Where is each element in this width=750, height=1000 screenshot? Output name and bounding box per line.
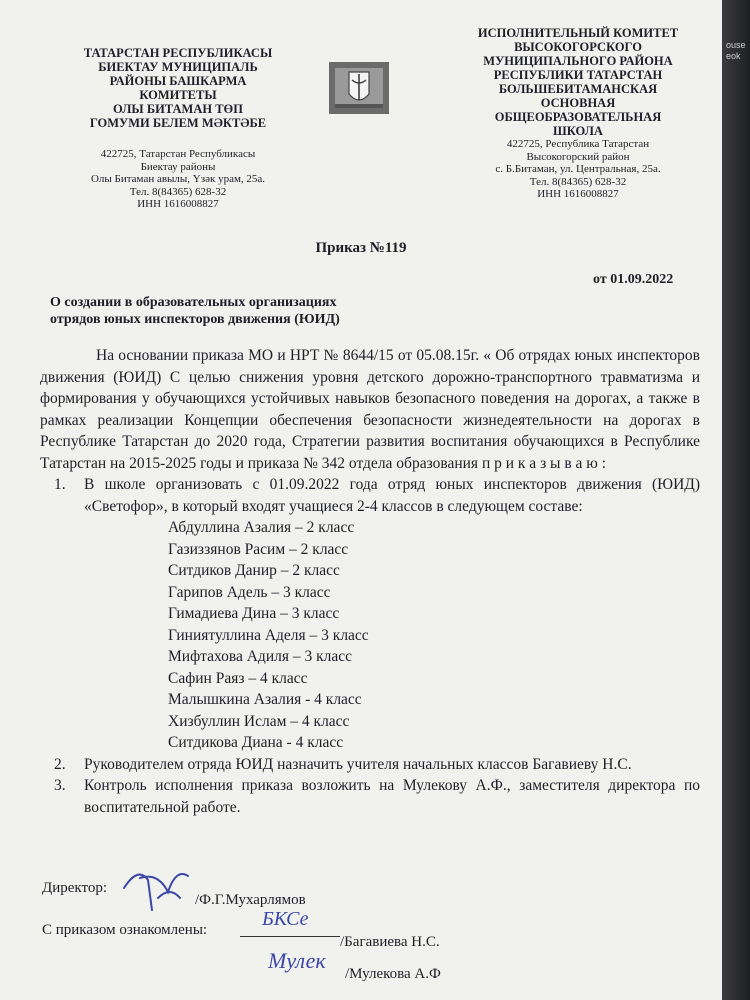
student-item: Мифтахова Адиля – 3 класс [168, 648, 353, 665]
student-item: Абдуллина Азалия – 2 класс [168, 519, 355, 536]
order-body [40, 345, 700, 818]
background-desk [722, 0, 750, 1000]
header-right [462, 26, 694, 201]
student-item: Ситдиков Данир – 2 класс [168, 562, 340, 579]
intro-paragraph: На основании приказа МО и НРТ № 8644/15 от 05.08.15г. « Об отрядах юных инспекторов движения (ЮИД) С целью снижения уровня детского дорожно-транспортного травматизма и формирования у обучающихся устойчивых навыков безопасного поведения на дорогах, а также в рамках реализации Концепции обеспечения безопасности жизнедеятельности на дорогах в Республике Татарстан до 2020 года, Стратегии развития воспитания обучающихся в Республике Татарстан на 2015-2025 годы и приказа № 342 отдела образования п р и к а з ы в а ю : [40, 347, 700, 472]
student-list [84, 517, 700, 754]
director-label: Директор: [42, 880, 108, 896]
org-name-russian: ИСПОЛНИТЕЛЬНЫЙ КОМИТЕТ ВЫСОКОГОРСКОГО МУНИЦИПАЛЬНОГО РАЙОНА РЕСПУБЛИКИ ТАТАРСТАН БОЛЬШЕБИТАМАНСКАЯ ОСНОВНАЯ ОБЩЕОБРАЗОВАТЕЛЬНАЯ ШКОЛА [477, 26, 679, 138]
director-signature [118, 858, 198, 918]
header-left [68, 46, 288, 211]
order-title: Приказ №119 [315, 240, 407, 256]
handwritten-signature-2: Мулек [268, 948, 326, 973]
director-name: /Ф.Г.Мухарлямов [195, 892, 306, 908]
student-item: Сафин Раяз – 4 класс [168, 669, 308, 687]
coat-of-arms-emblem [327, 60, 391, 116]
student-item: Ситдикова Диана - 4 класс [168, 734, 344, 751]
address-tatar: 422725, Татарстан Республикасы Биектау районы Олы Битаман авылы, Үзәк урам, 25а. Тел. 8(84365) 628-32 ИНН 1616008827 [90, 148, 266, 210]
student-item: Гиниятуллина Аделя – 3 класс [168, 626, 369, 644]
student-item: Малышкина Азалия - 4 класс [168, 691, 362, 708]
acquainted-label: С приказом ознакомлены: [42, 922, 208, 938]
acquainted-person-1: /Багавиева Н.С. [340, 934, 440, 950]
list-item: 1. В школе организовать с 01.09.2022 года отряд юных инспекторов движения (ЮИД) «Светофор», в который входят учащиеся 2-4 классов в следующем составе: Абдуллина Азалия – 2 класс Газиззянов Расим – 2 класс Ситдиков Данир – 2 класс Гарипов Адель – 3 класс Гимадиева Дина – 3 класс Гиниятуллина Аделя – 3 класс Мифтахова Адиля – 3 класс Сафин Раяз – 4 класс Малышкина Азалия - 4 класс Хизбуллин Ислам – 4 класс Ситдикова Диана - 4 класс [40, 474, 700, 754]
list-item: 2. Руководителем отряда ЮИД назначить учителя начальных классов Багавиеву Н.С. [54, 755, 632, 773]
order-date: от 01.09.2022 [593, 272, 674, 287]
acquainted-person-2: /Мулекова А.Ф [345, 966, 441, 982]
student-item: Гарипов Адель – 3 класс [168, 583, 331, 601]
student-item: Хизбуллин Ислам – 4 класс [168, 712, 350, 730]
order-items [40, 474, 700, 818]
order-subject: О создании в образовательных организациях отрядов юных инспекторов движения (ЮИД) [50, 295, 340, 327]
student-item: Гимадиева Дина – 3 класс [168, 605, 340, 622]
student-item: Газиззянов Расим – 2 класс [168, 540, 349, 558]
org-name-tatar: ТАТАРСТАН РЕСПУБЛИКАСЫ БИЕКТАУ МУНИЦИПАЛЬ РАЙОНЫ БАШКАРМА КОМИТЕТЫ ОЛЫ БИТАМАН ТӨП ГОМУМИ БЕЛЕМ МӘКТӘБЕ [83, 46, 273, 130]
address-russian: 422725, Республика Татарстан Высокогорский район с. Б.Битаман, ул. Центральная, 25а. Тел. 8(84365) 628-32 ИНН 1616008827 [495, 138, 661, 200]
list-item: 3. Контроль исполнения приказа возложить на Мулекову А.Ф., заместителя директора по воспитательной работе. [54, 777, 700, 816]
handwritten-signature-1: БКСе [262, 908, 309, 930]
background-label: ouse eok [726, 40, 746, 61]
